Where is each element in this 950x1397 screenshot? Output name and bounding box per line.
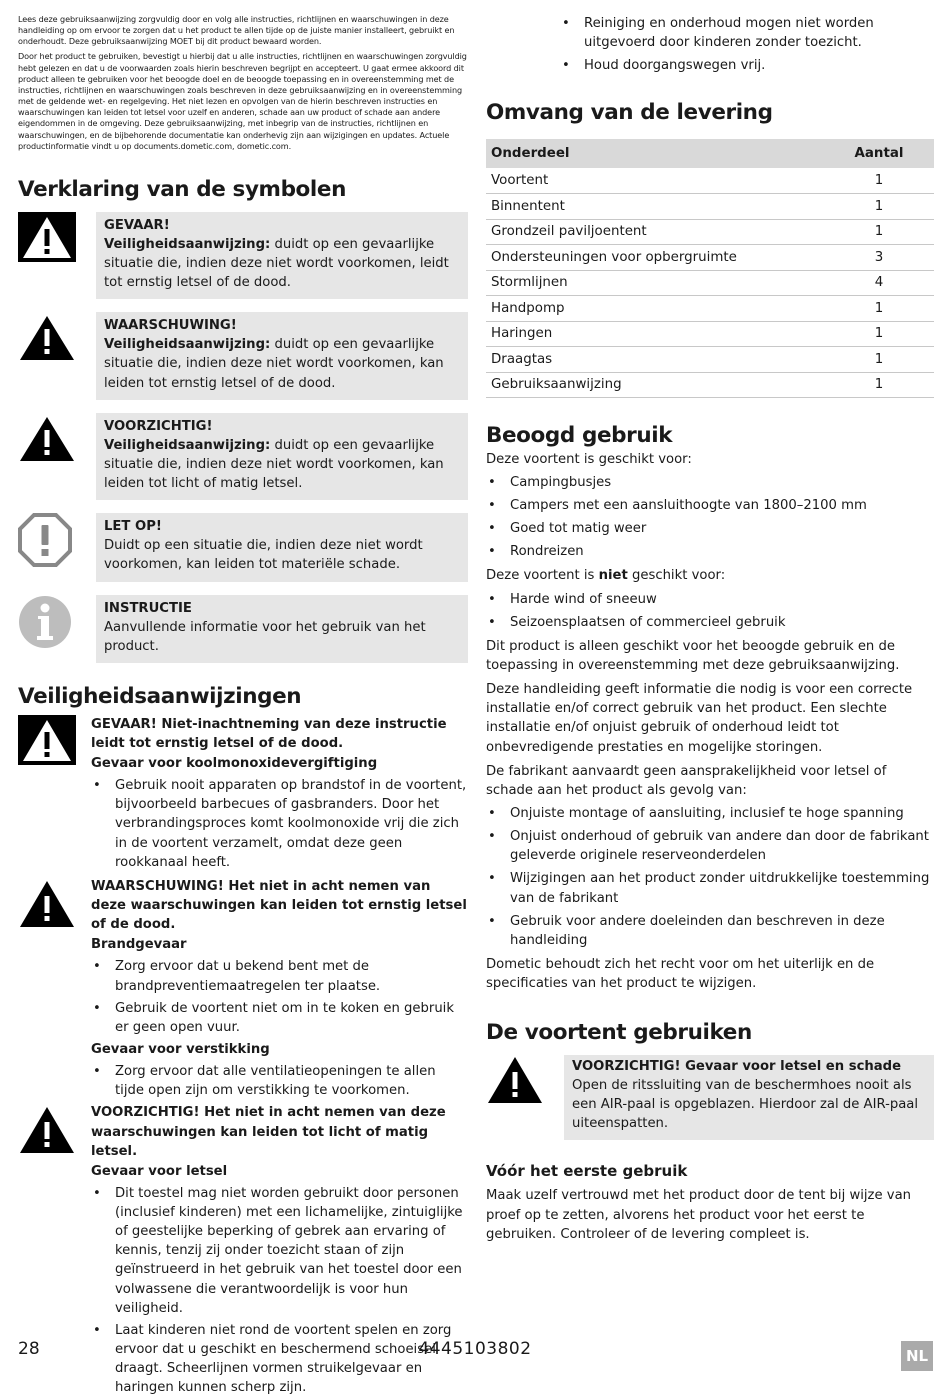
list-item: • Onjuiste montage of aansluiting, inclusief te hoge spanning [486,804,934,823]
symbol-title: GEVAAR! [104,217,170,233]
cell-qty: 1 [824,219,934,245]
table-row [486,168,934,194]
symbol-title: VOORZICHTIG! [104,418,213,434]
left-column [18,14,468,1397]
warning-subheading-2: Gevaar voor verstikking [91,1041,270,1057]
document-code: 4445103802 [418,1339,532,1359]
use-caution-title: VOORZICHTIG! Gevaar voor letsel en schade [572,1058,902,1074]
list-item: • Onjuist onderhoud of gebruik van andere dan door de fabrikant geleverde originele reserveonderdelen [486,827,934,865]
symbol-title: INSTRUCTIE [104,600,192,616]
use-caution-text: Open de ritssluiting van de beschermhoes nooit als een AIR-paal is opgeblazen. Hierdoor zal de AIR-paal uiteenspatten. [572,1078,919,1132]
paragraph: Deze handleiding geeft informatie die nodig is voor een correcte installatie en/of correct gebruik van het product. Een slechte installatie en/of onjuist gebruik of onderhoud leidt tot onbevredigende prestaties en mogelijke storingen. [486,682,913,755]
cell-qty: 1 [824,296,934,322]
cell-qty: 4 [824,270,934,296]
cell-qty: 1 [824,194,934,220]
paragraph: Maak uzelf vertrouwd met het product door de tent bij wijze van proef op te zetten, alvorens het product voor het eerst te gebruiken. Controleer of de levering compleet is. [486,1188,912,1242]
safety-heading: Veiligheidsaanwijzingen [18,684,302,710]
first-use-section [486,1186,934,1243]
paragraph: Dometic behoudt zich het recht voor om het uiterlijk en de specificaties van het product te wijzigen. [486,956,875,992]
table-row [486,219,934,245]
first-use-heading: Vóór het eerste gebruik [486,1162,688,1181]
table-row [486,372,934,398]
cell-qty: 1 [824,321,934,347]
symbol-text: duidt op een gevaarlijke situatie die, indien deze niet wordt voorkomen, leidt tot ernstig letsel of de dood. [104,236,449,290]
warning-icon [18,877,91,933]
caution-icon [18,1103,91,1159]
caution-icon [18,413,96,463]
danger-icon [18,715,91,769]
use-caution-box [564,1055,934,1141]
table-header-row [486,139,934,168]
list-item: • Gebruik de voortent niet om in te koken en gebruik er geen open vuur. [91,999,468,1037]
paragraph: Dit product is alleen geschikt voor het beoogde gebruik en de toepassing in overeenstemming met deze gebruiksaanwijzing. [486,638,900,673]
right-column [486,14,934,1244]
paragraph: De fabrikant aanvaardt geen aansprakelijkheid voor letsel of schade aan het product als gevolg van: [486,763,887,798]
cell-part: Grondzeil paviljoentent [486,219,824,245]
symbol-notice [18,513,468,581]
danger-heading: GEVAAR! Niet-inachtneming van deze instructie leidt tot ernstig letsel of de dood. [91,716,447,751]
cell-qty: 1 [824,372,934,398]
danger-icon [18,212,96,262]
cell-part: Haringen [486,321,824,347]
cell-part: Binnentent [486,194,824,220]
intro-text [18,14,468,152]
text-fragment: Deze voortent is [486,568,599,584]
text-fragment: geschikt voor: [627,568,726,584]
suitable-intro: Deze voortent is geschikt voor: [486,451,692,467]
list-item: • Gebruik voor andere doeleinden dan beschreven in deze handleiding [486,912,934,950]
cell-part: Voortent [486,168,824,194]
column-header-part: Onderdeel [486,139,824,168]
warning-icon [18,312,96,362]
symbol-danger-box [96,212,468,300]
list-item: • Houd doorgangswegen vrij. [560,56,934,75]
info-icon [18,595,96,649]
column-header-qty: Aantal [824,139,934,168]
symbol-text: Duidt op een situatie die, indien deze niet wordt voorkomen, kan leiden tot materiële schade. [104,538,423,573]
cell-part: Gebruiksaanwijzing [486,372,824,398]
list-item: • Zorg ervoor dat alle ventilatieopeningen te allen tijde open zijn om verstikking te voorkomen. [91,1062,468,1100]
delivery-table [486,139,934,398]
symbol-text: Aanvullende informatie voor het gebruik van het product. [104,619,426,654]
table-row [486,245,934,271]
symbol-label: Veiligheidsaanwijzing: [104,236,271,252]
intro-paragraph-1: Lees deze gebruiksaanwijzing zorgvuldig door en volg alle instructies, richtlijnen en waarschuwingen in deze handleiding op om ervoor te zorgen dat u het product te allen tijde op de juiste manier installeert, gebruikt en onderhoudt. Deze gebruiksaanwijzing MOET bij dit product bewaard worden. [18,14,455,47]
list-item: • Zorg ervoor dat u bekend bent met de brandpreventiemaatregelen ter plaatse. [91,957,468,995]
notice-icon [18,513,96,567]
symbol-info [18,595,468,663]
warning-heading: WAARSCHUWING! Het niet in acht nemen van deze waarschuwingen kan leiden tot ernstig letsel of de dood. [91,878,467,933]
cell-qty: 1 [824,347,934,373]
list-item: • Dit toestel mag niet worden gebruikt door personen (inclusief kinderen) met een lichamelijke, zintuiglijke of geestelijke beperking of gebrek aan ervaring of kennis, tenzij zij onder toezicht staan of zijn geïnstrueerd in het gebruik van het toestel door een volwassene die verantwoordelijk is voor hun veiligheid. [91,1184,468,1318]
list-item: • Goed tot matig weer [486,519,934,538]
cell-part: Handpomp [486,296,824,322]
caution-heading: VOORZICHTIG! Het niet in acht nemen van deze waarschuwingen kan leiden tot licht of matig letsel. [91,1105,446,1159]
not-suitable-intro [486,566,934,585]
symbol-notice-box [96,513,468,581]
list-item: • Campingbusjes [486,473,934,492]
list-item: • Laat kinderen niet rond de voortent spelen en zorg ervoor dat u geschikt en beschermend schoeisel draagt. Scheerlijnen vormen struikelgevaar en haringen kunnen scherp zijn. [91,1321,468,1397]
table-row [486,321,934,347]
symbol-label: Veiligheidsaanwijzing: [104,337,271,353]
intended-use-heading: Beoogd gebruik [486,423,673,449]
list-item: • Reiniging en onderhoud mogen niet worden uitgevoerd door kinderen zonder toezicht. [560,14,934,52]
list-item: • Rondreizen [486,542,934,561]
symbol-text: duidt op een gevaarlijke situatie die, indien deze niet wordt voorkomen, kan leiden tot licht of matig letsel. [104,437,444,492]
delivery-heading: Omvang van de levering [486,100,773,126]
cell-qty: 1 [824,168,934,194]
warning-subheading: Brandgevaar [91,937,187,953]
symbol-title: LET OP! [104,519,162,535]
intended-use-section [486,450,934,994]
symbol-warning [18,312,468,400]
symbol-danger [18,212,468,300]
symbol-info-box [96,595,468,663]
intro-paragraph-2: Door het product te gebruiken, bevestigt u hierbij dat u alle instructies, richtlijnen en waarschuwingen zorgvuldig hebt gelezen en dat u de voorwaarden zoals hierin beschreven begrijpt en accepteert. U gaat ermee akkoord dit product alleen te gebruiken voor het beoogde doel en de beoogde toepassing en in overeenstemming met de instructies, richtlijnen en waarschuwingen zoals beschreven in deze gebruiksaanwijzing en in overeenstemming met de geldende wet- en regelgeving. Het niet lezen en opvolgen van de hierin beschreven instructies en waarschuwingen kan leiden tot letsel voor uzelf en anderen, schade aan uw product of schade aan andere eigendommen in de omgeving. Deze gebruiksaanwijzing, met inbegrip van de instructies, richtlijnen en waarschuwingen, en de bijbehorende documentatie kan onderhevig zijn aan wijzigingen en updates. Actuele productinformatie vindt u op documents.dometic.com, dometic.com. [18,51,467,151]
list-item: • Harde wind of sneeuw [486,590,934,609]
emphasis: niet [598,568,628,584]
cell-qty: 3 [824,245,934,271]
cell-part: Ondersteuningen voor opbergruimte [486,245,824,271]
caution-subheading: Gevaar voor letsel [91,1163,228,1179]
cell-part: Stormlijnen [486,270,824,296]
symbol-title: WAARSCHUWING! [104,318,237,334]
table-row [486,347,934,373]
list-item: • Seizoensplaatsen of commercieel gebruik [486,613,934,632]
symbol-list [18,212,468,664]
list-item: • Gebruik nooit apparaten op brandstof in de voortent, bijvoorbeeld barbecues of gasbranders. Door het verbrandingsproces komt koolmonoxide vrij die zich in de voortent verzamelt, omdat deze geen rookkanaal heeft. [91,776,468,872]
symbol-text: duidt op een gevaarlijke situatie die, indien deze niet wordt voorkomen, kan leiden tot ernstig letsel of de dood. [104,337,444,391]
symbol-caution [18,413,468,501]
use-caution-block [486,1055,934,1141]
danger-subheading: Gevaar voor koolmonoxidevergiftiging [91,755,378,771]
table-row [486,270,934,296]
cell-part: Draagtas [486,347,824,373]
use-heading: De voortent gebruiken [486,1020,752,1046]
symbol-warning-box [96,312,468,400]
table-row [486,194,934,220]
table-row [486,296,934,322]
safety-danger-block [18,715,468,872]
list-item: • Campers met een aansluithoogte van 1800–2100 mm [486,496,934,515]
list-item: • Wijzigingen aan het product zonder uitdrukkelijke toestemming van de fabrikant [486,869,934,907]
page-number: 28 [18,1339,40,1359]
symbols-heading: Verklaring van de symbolen [18,176,346,202]
symbol-caution-box [96,413,468,501]
safety-warning-block [18,877,468,1101]
right-top-bullets [486,14,934,75]
language-badge: NL [901,1341,933,1371]
symbol-label: Veiligheidsaanwijzing: [104,437,271,453]
caution-icon [486,1055,564,1105]
